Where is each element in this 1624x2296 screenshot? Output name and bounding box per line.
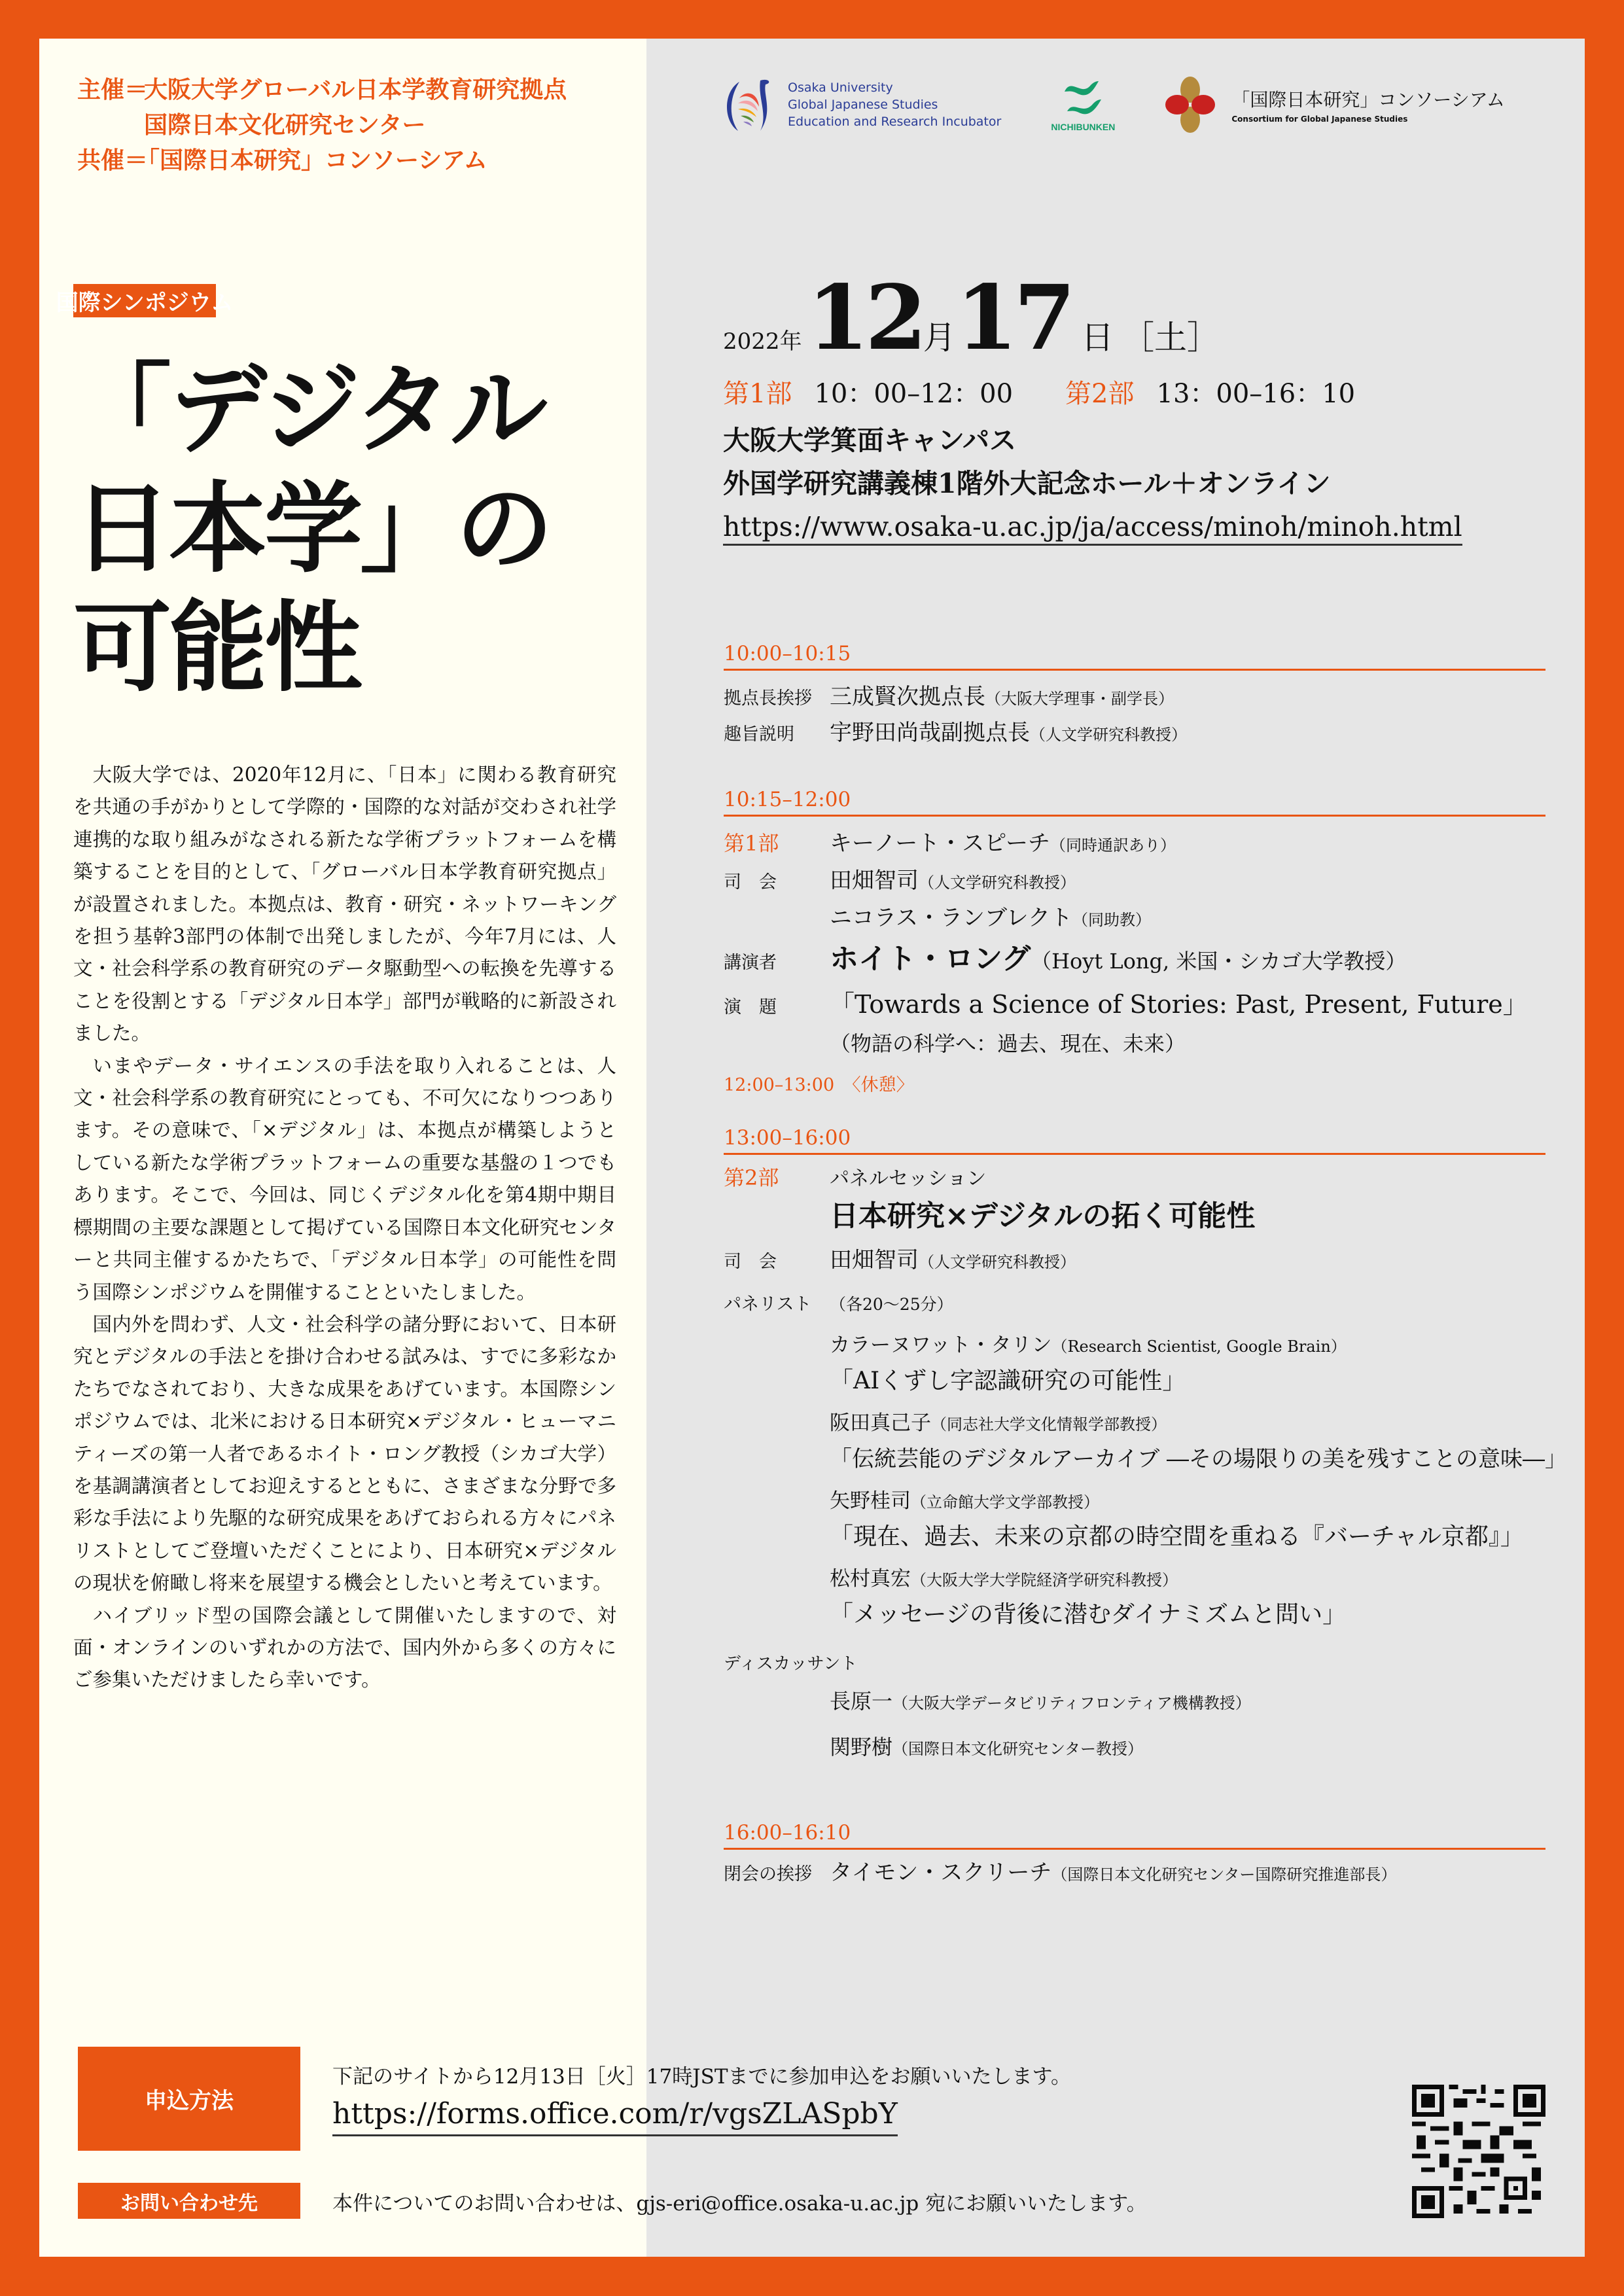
program-row	[724, 1195, 1545, 1237]
part2-time: 13：00–16：10	[1156, 379, 1356, 409]
event-title	[73, 350, 551, 707]
part1-label: 第1部	[723, 379, 792, 409]
talk-subtitle: （物語の科学へ：過去、現在、未来）	[830, 1031, 1186, 1056]
program-row	[724, 985, 1545, 1027]
cohost: 「国際日本研究」コンソーシアム	[136, 147, 487, 174]
part-title: キーノート・スピーチ	[830, 830, 1050, 857]
intro-text	[73, 759, 616, 1697]
discussant-name: 長原一	[830, 1689, 893, 1714]
discussant	[830, 1726, 1545, 1772]
panelist	[830, 1407, 1568, 1476]
panelist-list	[830, 1330, 1568, 1632]
venue-access-link[interactable]: https://www.osaka-u.ac.jp/ja/access/minoh/minoh.html	[723, 511, 1462, 546]
intro-paragraph: ハイブリッド型の国際会議として開催いたしますので、対面・オンラインのいずれかの方法で、国内外から多くの方々にご参集いただけましたら幸いです。	[73, 1604, 616, 1691]
osaka-logo-line2: Global Japanese Studies	[788, 97, 938, 112]
symposium-badge: 国際シンポジウム	[73, 284, 216, 317]
program-row	[724, 1285, 1545, 1324]
role-label: 拠点長挨拶	[724, 688, 812, 709]
part-label: 第2部	[724, 1165, 779, 1190]
slot-time: 10:00–10:15	[724, 641, 1545, 671]
person-name: 宇野田尚哉副拠点長	[830, 720, 1030, 746]
panel-title: 日本研究×デジタルの拓く可能性	[830, 1199, 1256, 1233]
panelist-affiliation: （大阪大学大学院経済学研究科教授）	[911, 1571, 1178, 1589]
program-row	[724, 863, 1545, 900]
part2-label: 第2部	[1065, 379, 1135, 409]
speaker-name: ホイト・ロング	[830, 942, 1031, 976]
program-row	[724, 938, 1545, 985]
osaka-logo-line1: Osaka University	[788, 80, 893, 95]
logo-bar	[720, 75, 1505, 134]
diamond-logo-icon	[1161, 75, 1220, 134]
role-label: 演 題	[724, 997, 777, 1017]
organizers	[77, 72, 567, 178]
slot-time: 13:00–16:00	[724, 1125, 1545, 1155]
person-affiliation: （人文学研究科教授）	[919, 1253, 1076, 1271]
program-row	[724, 900, 1545, 938]
program-slot-2	[724, 787, 1545, 1096]
panelist-talk-title: 「メッセージの背後に潜むダイナミズムと問い」	[830, 1601, 1347, 1628]
wave-logo-icon	[1062, 77, 1104, 119]
person-name: タイモン・スクリーチ	[830, 1860, 1052, 1886]
slot-time: 16:00–16:10	[724, 1820, 1545, 1850]
panelist-talk-title: 「伝統芸能のデジタルアーカイブ ―その場限りの美を残すことの意味―」	[830, 1446, 1568, 1472]
panelists-note: （各20〜25分）	[830, 1295, 953, 1314]
phoenix-logo-icon	[720, 75, 779, 134]
part-label: 第1部	[724, 831, 779, 856]
discussant-name: 関野樹	[830, 1735, 893, 1759]
title-line-2: 日本学」の	[73, 471, 552, 586]
host-1: 大阪大学グローバル日本学教育研究拠点	[144, 76, 567, 103]
venue	[723, 419, 1462, 548]
role-label: 閉会の挨拶	[724, 1864, 812, 1884]
role-label: 趣旨説明	[724, 724, 794, 745]
panelist	[830, 1330, 1545, 1398]
title-line-1: 「デジタル	[73, 352, 546, 467]
consortium-logo-en: Consortium for Global Japanese Studies	[1231, 115, 1408, 124]
person-affiliation: （人文学研究科教授）	[1030, 726, 1187, 744]
osaka-logo	[720, 75, 1001, 134]
panelists-label: パネリスト	[724, 1294, 812, 1315]
date-day-unit: 日	[1081, 319, 1114, 357]
panelist-name: 矢野桂司	[830, 1489, 911, 1513]
panelist	[830, 1485, 1545, 1554]
date-day: 17	[955, 266, 1072, 370]
session-times	[723, 373, 1377, 410]
discussant-affiliation: （大阪大学データビリティフロンティア機構教授）	[892, 1694, 1251, 1712]
slot-time: 10:15–12:00	[724, 787, 1545, 817]
venue-line-2: 外国学研究講義棟1階外大記念ホール＋オンライン	[723, 468, 1331, 499]
contact-text: 本件についてのお問い合わせは、gjs-eri@office.osaka-u.ac.jp 宛にお願いいたします。	[332, 2192, 1147, 2216]
person-name: 田畑智司	[830, 1247, 919, 1273]
venue-line-1: 大阪大学箕面キャンパス	[723, 425, 1017, 456]
registration-label: 申込方法	[78, 2047, 300, 2151]
discussants-label: ディスカッサント	[724, 1654, 858, 1674]
date-weekday: ［土］	[1121, 319, 1220, 357]
person-name: 三成賢次拠点長	[830, 684, 985, 710]
consortium-logo-jp: 「国際日本研究」コンソーシアム	[1231, 89, 1505, 111]
host-2: 国際日本文化研究センター	[144, 111, 426, 139]
role-label: 講演者	[724, 953, 777, 973]
discussant-list	[830, 1680, 1545, 1772]
role-label: 司 会	[724, 872, 777, 892]
program-row	[724, 1237, 1545, 1285]
program-row	[724, 826, 1545, 863]
date-month-unit: 月	[923, 319, 956, 357]
program-slot-4	[724, 1820, 1545, 1891]
program-row	[724, 1161, 1545, 1195]
person-affiliation: （国際日本文化研究センター国際研究推進部長）	[1051, 1865, 1397, 1884]
intro-paragraph: 国内外を問わず、人文・社会科学の諸分野において、日本研究とデジタルの手法とを掛け合わせる試みは、すでに多彩なかたちでなされており、大きな成果をあげています。本国際シンポジウムでは、北米における日本研究×デジタル・ヒューマニティーズの第一人者であるホイト・ロング教授（シカゴ大学）を基調講演者としてお迎えするとともに、さまざまな分野で多彩な手法により先駆的な研究成果をあげておられる方々にパネリストとしてご登壇いただくことにより、日本研究×デジタルの現状を俯瞰し将来を展望する機会としたいと考えています。	[73, 1313, 616, 1595]
talk-title: 「Towards a Science of Stories: Past, Present, Future」	[830, 990, 1528, 1019]
intro-paragraph: いまやデータ・サイエンスの手法を取り入れることは、人文・社会科学系の教育研究にとっても、不可欠になりつつあります。その意味で、「×デジタル」は、本拠点が構築しようとしている新たな学術プラットフォームの重要な基盤の１つでもあります。そこで、今回は、同じくデジタル化を第4期中期目標期間の主要な課題として掲げている国際日本文化研究センターと共同主催するかたちで、「デジタル日本学」の可能性を問う国際シンポジウムを開催することといたしました。	[73, 1054, 616, 1303]
program-slot-1	[724, 641, 1545, 752]
host-label: 主催＝	[77, 76, 149, 103]
part1-time: 10：00–12：00	[814, 379, 1014, 409]
title-line-3: 可能性	[73, 590, 361, 705]
program-row	[724, 1027, 1545, 1060]
consortium-logo	[1161, 75, 1504, 134]
person-affiliation: （同助教）	[1072, 911, 1151, 929]
panelist-talk-title: 「現在、過去、未来の京都の時空間を重ねる『バーチャル京都』」	[830, 1523, 1524, 1550]
panelist-affiliation: （同志社大学文化情報学部教授）	[931, 1415, 1167, 1434]
osaka-logo-line3: Education and Research Incubator	[788, 115, 1002, 129]
panelist-talk-title: 「AIくずし字認識研究の可能性」	[830, 1368, 1186, 1394]
break-time: 12:00–13:00 〈休憩〉	[724, 1075, 914, 1095]
nichibunken-logo	[1051, 77, 1115, 132]
registration-link[interactable]: https://forms.office.com/r/vgsZLASpbY	[332, 2097, 898, 2136]
contact-label: お問い合わせ先	[78, 2183, 300, 2219]
date-month: 12	[807, 266, 923, 370]
qr-code-icon	[1412, 2085, 1545, 2218]
discussant-affiliation: （国際日本文化研究センター教授）	[892, 1740, 1144, 1758]
person-name: 田畑智司	[830, 868, 919, 894]
panelist-affiliation: （Research Scientist, Google Brain）	[1051, 1337, 1347, 1356]
intro-paragraph: 大阪大学では、2020年12月に、「日本」に関わる教育研究を共通の手がかりとして学際的・国際的な対話が交わされ社学連携的な取り組みがなされる新たな学術プラットフォームを構築することを目的として、「グローバル日本学教育研究拠点」が設置されました。本拠点は、教育・研究・ネットワーキングを担う基幹3部門の体制で出発しましたが、今年7月には、人文・社会科学系の教育研究のデータ駆動型への転換を先導することを役割とする「デジタル日本学」部門が戦略的に新設されました。	[73, 764, 616, 1045]
part-note: （同時通訳あり）	[1050, 836, 1176, 855]
part-type: パネルセッション	[830, 1167, 987, 1190]
nichibunken-logo-text: NICHIBUNKEN	[1051, 122, 1116, 132]
program-row	[724, 1856, 1545, 1891]
person-name: ニコラス・ランブレクト	[830, 905, 1072, 931]
program-row	[724, 716, 1545, 752]
program-row	[724, 680, 1545, 716]
date-year: 2022年	[723, 328, 802, 355]
role-label: 司 会	[724, 1252, 777, 1272]
panelist-affiliation: （立命館大学文学部教授）	[911, 1493, 1099, 1511]
panelist-name: カラーヌワット・タリン	[830, 1333, 1052, 1357]
panelist-name: 阪田真己子	[830, 1411, 931, 1435]
person-affiliation: （大阪大学理事・副学長）	[985, 690, 1174, 708]
cohost-label: 共催＝	[77, 147, 149, 174]
panelist-name: 松村真宏	[830, 1567, 911, 1591]
program-slot-3	[724, 1125, 1568, 1772]
discussant	[830, 1680, 1545, 1726]
panelist	[830, 1563, 1545, 1632]
speaker-affiliation: （Hoyt Long, 米国・シカゴ大学教授）	[1031, 949, 1407, 974]
event-date	[723, 266, 1220, 370]
person-affiliation: （人文学研究科教授）	[919, 874, 1076, 892]
registration-text: 下記のサイトから12月13日［火］17時JSTまでに参加申込をお願いいたします。	[332, 2065, 1072, 2089]
